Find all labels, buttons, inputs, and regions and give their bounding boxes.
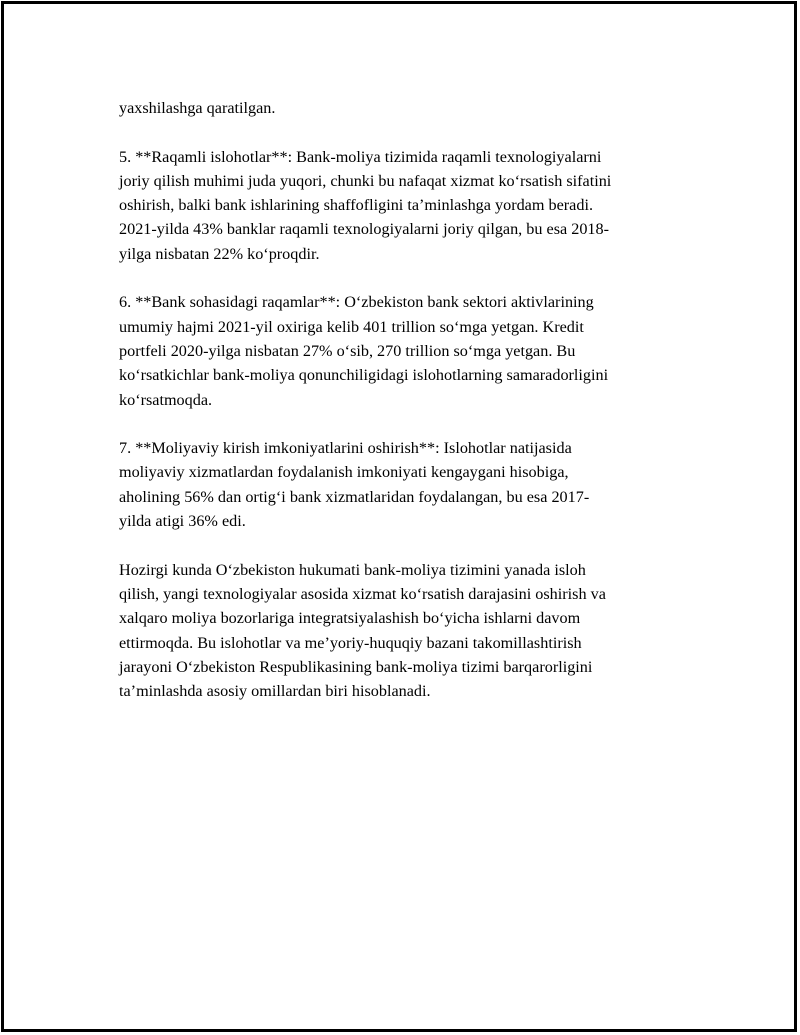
paragraph-digital-reforms: 5. **Raqamli islohotlar**: Bank-moliya tizimida raqamli texnologiyalarni joriy qilish muhimi juda yuqori, chunki bu nafaqat xizmat ko‘rsatish sifatini oshirish, balki bank ishlarining shaffofligini ta’minlashga yordam beradi. 2021-yilda 43% banklar raqamli texnologiyalarni joriy qilgan, bu esa 2018- yilga nisbatan 22% ko‘proqdir.: [119, 147, 612, 263]
document-page: [1, 1, 797, 1032]
paragraph-banking-figures: 6. **Bank sohasidagi raqamlar**: O‘zbekiston bank sektori aktivlarining umumiy hajmi 2021-yil oxiriga kelib 401 trillion so‘mga yetgan. Kredit portfeli 2020-yilga nisbatan 27% o‘sib, 270 trillion so‘mga yetgan. Bu ko‘rsatkichlar bank-moliya qonunchiligidagi islohotlarning samaradorligini ko‘rsatmoqda.: [119, 293, 609, 409]
paragraph-continuation: yaxshilashga qaratilgan.: [119, 99, 276, 117]
paragraph-financial-access: 7. **Moliyaviy kirish imkoniyatlarini oshirish**: Islohotlar natijasida moliyaviy xizmatlardan foydalanish imkoniyati kengaygani hisobiga, aholining 56% dan ortig‘i bank xizmatlaridan foydalangan, bu esa 2017- yilda atigi 36% edi.: [119, 439, 590, 531]
paragraph-conclusion: Hozirgi kunda O‘zbekiston hukumati bank-moliya tizimini yanada isloh qilish, yangi texnologiyalar asosida xizmat ko‘rsatish darajasini oshirish va xalqaro moliya bozorlariga integratsiyalashish bo‘yicha ishlarni davom ettirmoqda. Bu islohotlar va me’yoriy-huquqiy bazani takomillashtirish jarayoni O‘zbekiston Respublikasining bank-moliya tizimi barqarorligini ta’minlashda asosiy omillardan biri hisoblanadi.: [119, 560, 606, 701]
document-body: [119, 96, 689, 728]
